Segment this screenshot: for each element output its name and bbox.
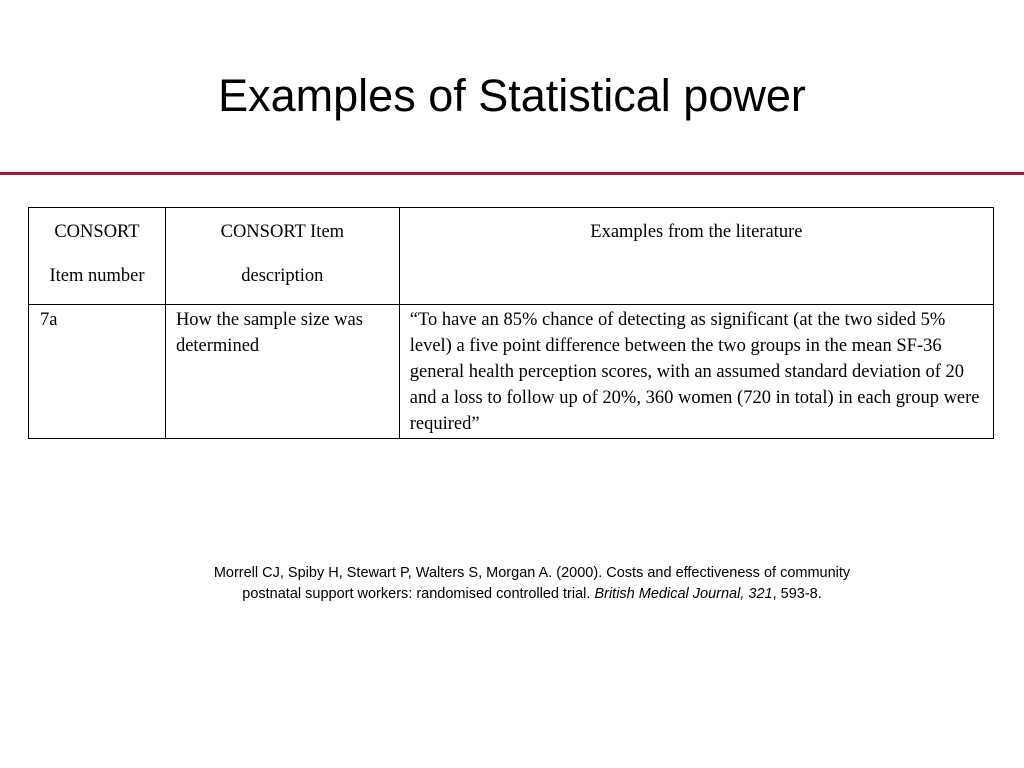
citation-line1: Morrell CJ, Spiby H, Stewart P, Walters S, Morgan A. (2000). Costs and effectiveness of community [213,565,851,581]
table-header-row [29,208,994,305]
consort-table [28,207,994,439]
cell-example: “To have an 85% chance of detecting as significant (at the two sided 5% level) a five point difference between the two groups in the mean SF-36 general health perception scores, with an assumed standard deviation of 20 and a loss to follow up of 20%, 360 women (720 in total) in each group were required” [399,305,993,439]
citation-line2-text: postnatal support workers: randomised controlled trial. [242,586,595,602]
citation-pages: , 593-8. [772,586,822,602]
cell-item-number: 7a [29,305,166,439]
table-row [29,305,994,439]
header-item-description-line1: CONSORT Item [220,222,345,242]
citation-line2 [0,584,1024,605]
slide-title: Examples of Statistical power [218,70,806,121]
title-divider [0,172,1024,175]
header-item-description-line2: description [241,266,324,286]
header-examples [399,208,993,305]
header-item-number-line1: CONSORT [54,222,140,242]
cell-description: How the sample size was determined [165,305,399,439]
header-item-number [29,208,166,305]
citation [0,563,1024,605]
header-item-description [165,208,399,305]
header-examples-line1: Examples from the literature [590,222,803,242]
citation-journal: British Medical Journal, 321 [594,586,773,602]
header-item-number-line2: Item number [49,266,145,286]
